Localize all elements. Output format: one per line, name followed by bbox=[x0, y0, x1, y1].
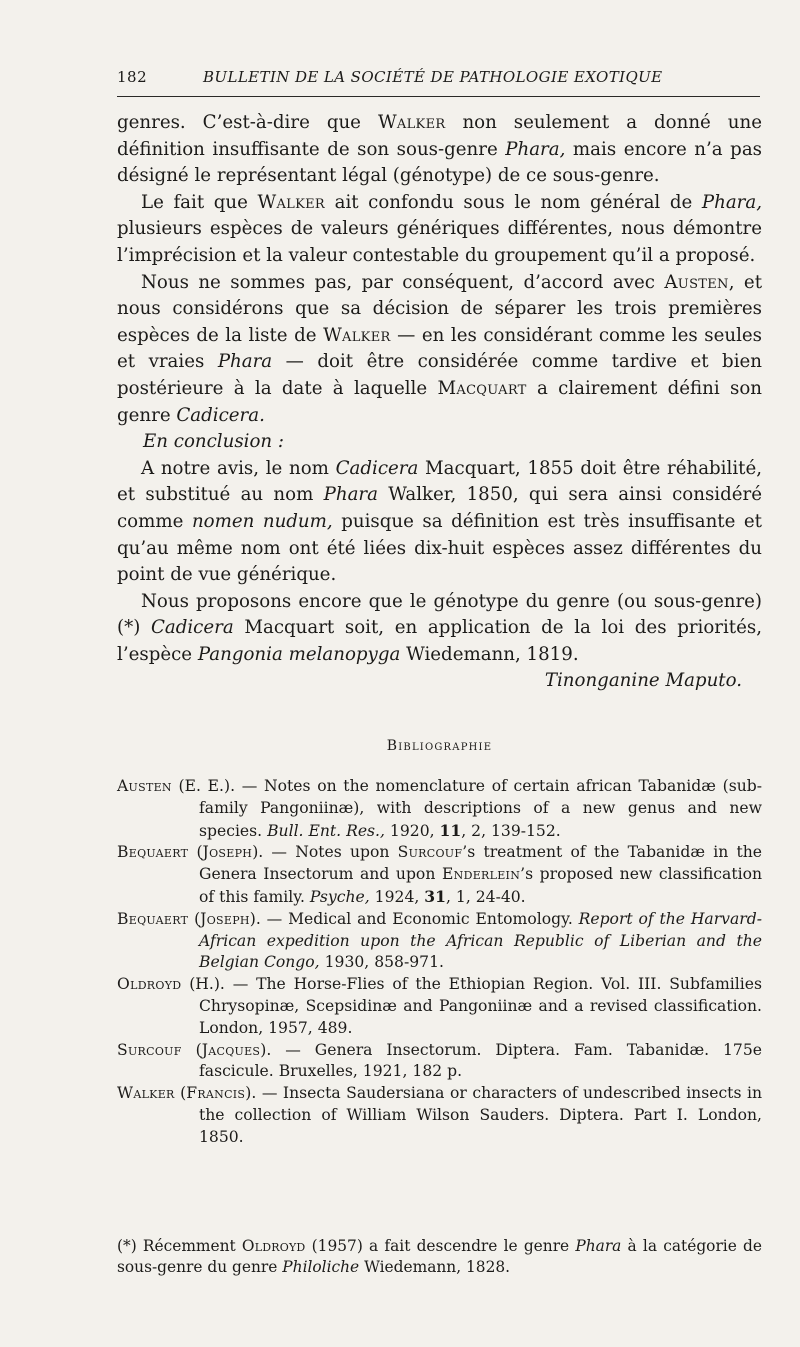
reference-entry bbox=[117, 776, 762, 842]
reference-author: Austen bbox=[117, 777, 172, 795]
text: genres. C’est-à-dire que bbox=[117, 112, 378, 133]
text: ait confondu sous le nom général de bbox=[325, 191, 702, 213]
author-firstname: Joseph bbox=[200, 909, 250, 928]
text: ( bbox=[181, 1040, 202, 1059]
paragraph-3 bbox=[117, 270, 762, 430]
genus-name: Cadicera bbox=[150, 617, 234, 639]
text: ( bbox=[174, 1084, 187, 1103]
reference-author: Bequaert bbox=[117, 843, 189, 862]
author-name: Macquart bbox=[437, 377, 527, 399]
text: , et nous considérons que sa décision de séparer les trois premières espèces de la liste de bbox=[117, 271, 763, 346]
author-signature: Tinonganine Maputo. bbox=[544, 670, 742, 692]
text: ). — Notes upon bbox=[252, 843, 398, 862]
author-name: Surcouf bbox=[397, 843, 463, 862]
reference-author: Oldroyd bbox=[117, 975, 182, 994]
text: , 2, 139-152. bbox=[461, 821, 561, 840]
paragraph-4 bbox=[117, 456, 762, 589]
text: 1924, bbox=[369, 887, 425, 906]
text: Macquart, 1855 doit être réhabilité, et substitué au nom bbox=[117, 457, 762, 506]
text: a clairement défini son genre bbox=[117, 377, 762, 426]
footnote bbox=[117, 1236, 762, 1278]
text: ’s treatment of the Tabanidæ in the Genera Insectorum and upon bbox=[199, 843, 762, 884]
text: Nous ne sommes pas, par conséquent, d’accord avec bbox=[141, 271, 665, 293]
text: Le fait que bbox=[141, 191, 258, 213]
reference-author: Bequaert bbox=[117, 909, 189, 928]
text: 1920, bbox=[384, 821, 440, 840]
text: 1930, 858-971. bbox=[319, 953, 444, 972]
paragraph-1 bbox=[117, 110, 762, 190]
text: Macquart soit, en application de la loi des priorités, l’espèce bbox=[117, 617, 762, 665]
text: A notre avis, le nom bbox=[141, 457, 336, 479]
author-name: Enderlein bbox=[441, 865, 521, 884]
page-number: 182 bbox=[117, 68, 148, 86]
genus-name: Cadicera bbox=[335, 457, 419, 479]
reference-author: Surcouf bbox=[117, 1040, 182, 1059]
reference-entry bbox=[117, 842, 762, 908]
author-name: Walker bbox=[257, 191, 325, 213]
page-header bbox=[117, 68, 760, 97]
genus-name: Philoliche bbox=[282, 1258, 360, 1276]
text: puisque sa définition est très insuffisante et qu’au même nom ont été liées dix-huit espèces assez différentes du point de vue générique. bbox=[117, 510, 762, 586]
text: (*) Récemment bbox=[117, 1237, 242, 1255]
text: ( bbox=[188, 909, 201, 928]
text: Walker, 1850, qui sera ainsi considéré comme bbox=[117, 484, 762, 532]
text: non seulement a donné une définition insuffisante de son sous-genre bbox=[117, 112, 763, 160]
reference-entry bbox=[117, 974, 762, 1039]
paragraph-2 bbox=[117, 190, 762, 270]
text: à la catégorie de sous-genre du genre bbox=[117, 1237, 762, 1276]
text: ( bbox=[188, 843, 203, 862]
text: (H.). — The Horse-Flies of the Ethiopian Region. Vol. III. Subfamilies Chrysopinæ, Scepsidinæ and Pangoniinæ and a revised classification. London, 1957, 489. bbox=[181, 975, 762, 1037]
running-title: BULLETIN DE LA SOCIÉTÉ DE PATHOLOGIE EXOTIQUE bbox=[203, 68, 663, 86]
text: (E. E.). — Notes on the nomenclature of certain african Tabanidæ (sub-family Pangoniinæ), with descriptions of a new genus and new species. bbox=[171, 777, 762, 840]
text: ). — Insecta Saudersiana or characters of undescribed insects in the collection of William Wilson Sauders. Diptera. Part I. London, 1850. bbox=[199, 1084, 762, 1146]
text: ’s proposed new classification of this family. bbox=[199, 865, 763, 906]
text: Wiedemann, 1819. bbox=[400, 643, 579, 665]
author-firstname: Francis bbox=[186, 1084, 246, 1103]
bibliography-list bbox=[117, 776, 762, 1149]
paragraph-5 bbox=[117, 589, 762, 669]
author-name: Austen bbox=[664, 271, 729, 293]
author-name: Oldroyd bbox=[241, 1237, 306, 1255]
text: ). — Genera Insectorum. Diptera. Fam. Tabanidæ. 175e fascicule. Bruxelles, 1921, 182 p. bbox=[199, 1040, 762, 1081]
author-firstname: Joseph bbox=[202, 843, 253, 862]
text: — doit être considérée comme tardive et bien postérieure à la date à laquelle bbox=[117, 351, 762, 399]
journal-name: Bull. Ent. Res., bbox=[267, 821, 385, 840]
text: (1957) a fait descendre le genre bbox=[305, 1237, 576, 1255]
report-title: Report of the Harvard-African expedition upon the African Republic of Liberian and the Belgian Congo, bbox=[199, 909, 762, 972]
reference-entry bbox=[117, 909, 762, 974]
genus-name: Cadicera. bbox=[176, 404, 265, 426]
genus-name: Phara, bbox=[701, 191, 762, 213]
latin-term: nomen nudum, bbox=[191, 510, 333, 532]
volume-number: 31 bbox=[424, 886, 446, 906]
text: — en les considérant comme les seules et vraies bbox=[117, 324, 763, 373]
journal-name: Psyche, bbox=[309, 887, 370, 906]
genus-name: Phara bbox=[575, 1237, 622, 1255]
conclusion-heading: En conclusion : bbox=[143, 431, 285, 453]
text: plusieurs espèces de valeurs génériques différentes, nous démontre l’imprécision et la valeur contestable du groupement qu’il a proposé. bbox=[117, 218, 762, 266]
text: , 1, 24-40. bbox=[445, 887, 526, 906]
volume-number: 11 bbox=[439, 820, 462, 840]
author-name: Walker bbox=[377, 112, 446, 133]
text: mais encore n’a pas désigné le représentant légal (génotype) de ce sous-genre. bbox=[117, 138, 762, 187]
bibliography-title: Bibliographie bbox=[386, 738, 493, 754]
genus-name: Phara, bbox=[505, 138, 566, 160]
reference-entry bbox=[117, 1083, 762, 1148]
reference-entry bbox=[117, 1040, 762, 1084]
author-name: Walker bbox=[323, 324, 391, 346]
author-firstname: Jacques bbox=[201, 1040, 261, 1059]
genus-name: Phara bbox=[217, 351, 273, 373]
genus-name: Phara bbox=[323, 484, 378, 506]
main-text bbox=[117, 110, 762, 695]
text: Wiedemann, 1828. bbox=[359, 1258, 511, 1276]
text: Nous proposons encore que le génotype du genre (ou sous-genre) (*) bbox=[117, 590, 762, 639]
species-name: Pangonia melanopyga bbox=[197, 643, 401, 665]
reference-author: Walker bbox=[117, 1084, 175, 1103]
text: ). — Medical and Economic Entomology. bbox=[249, 909, 579, 928]
